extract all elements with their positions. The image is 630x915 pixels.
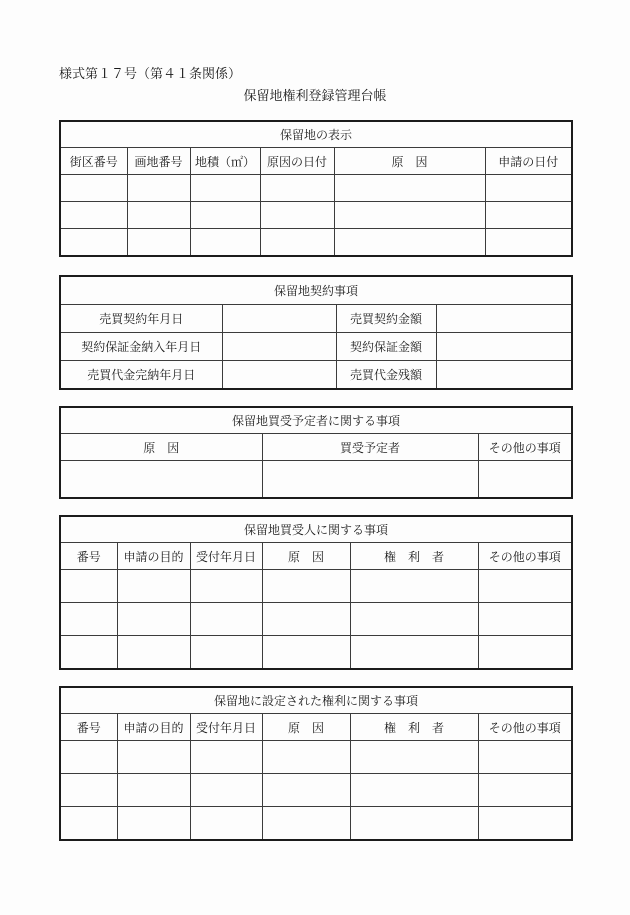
empty-cell <box>60 229 127 257</box>
empty-cell <box>60 202 127 229</box>
empty-cell <box>478 807 572 841</box>
col-header-rights-holder: 権 利 者 <box>350 543 478 570</box>
empty-cell <box>478 741 572 774</box>
table-title: 保留地契約事項 <box>60 276 572 305</box>
empty-cell <box>436 333 572 361</box>
label-sale-contract-amount: 売買契約金額 <box>336 305 436 333</box>
table-row <box>60 603 572 636</box>
empty-cell <box>350 741 478 774</box>
empty-cell <box>350 603 478 636</box>
table-land-display <box>59 120 573 257</box>
empty-cell <box>485 175 572 202</box>
empty-cell <box>127 175 190 202</box>
table-row <box>60 636 572 670</box>
empty-cell <box>350 636 478 670</box>
empty-cell <box>117 636 190 670</box>
empty-cell <box>260 175 334 202</box>
col-header-cause: 原 因 <box>262 543 350 570</box>
table-title: 保留地買受人に関する事項 <box>60 516 572 543</box>
header-row <box>60 148 572 175</box>
form-number: 様式第１７号（第４１条関係） <box>59 66 242 81</box>
table-title-row <box>60 121 572 148</box>
empty-cell <box>222 333 336 361</box>
empty-cell <box>190 741 262 774</box>
col-header-cause-date: 原因の日付 <box>260 148 334 175</box>
table-row <box>60 774 572 807</box>
empty-cell <box>436 305 572 333</box>
empty-cell <box>127 229 190 257</box>
empty-cell <box>222 305 336 333</box>
col-header-prospective-buyer: 買受予定者 <box>262 434 478 461</box>
table-row <box>60 741 572 774</box>
table-row <box>60 175 572 202</box>
label-deposit-amount: 契約保証金額 <box>336 333 436 361</box>
table-title: 保留地の表示 <box>60 121 572 148</box>
header-row <box>60 714 572 741</box>
col-header-application-purpose: 申請の目的 <box>117 543 190 570</box>
empty-cell <box>60 461 262 499</box>
col-header-number: 番号 <box>60 543 117 570</box>
empty-cell <box>60 807 117 841</box>
empty-cell <box>260 202 334 229</box>
table-buyer <box>59 515 573 670</box>
empty-cell <box>190 175 260 202</box>
header-row <box>60 434 572 461</box>
table-contract-items <box>59 275 573 390</box>
col-header-area: 地積（㎡） <box>190 148 260 175</box>
empty-cell <box>260 229 334 257</box>
table-title-row <box>60 516 572 543</box>
page-title: 保留地権利登録管理台帳 <box>243 88 387 103</box>
table-title-row <box>60 407 572 434</box>
table-title-row <box>60 276 572 305</box>
empty-cell <box>478 774 572 807</box>
col-header-application-purpose: 申請の目的 <box>117 714 190 741</box>
empty-cell <box>334 175 485 202</box>
empty-cell <box>262 741 350 774</box>
empty-cell <box>190 774 262 807</box>
empty-cell <box>60 175 127 202</box>
empty-cell <box>190 636 262 670</box>
label-full-payment-date: 売買代金完納年月日 <box>60 361 222 390</box>
table-row <box>60 202 572 229</box>
empty-cell <box>485 202 572 229</box>
col-header-other-matters: その他の事項 <box>478 714 572 741</box>
col-header-rights-holder: 権 利 者 <box>350 714 478 741</box>
empty-cell <box>485 229 572 257</box>
empty-cell <box>127 202 190 229</box>
col-header-cause: 原 因 <box>334 148 485 175</box>
col-header-reception-date: 受付年月日 <box>190 543 262 570</box>
empty-cell <box>60 741 117 774</box>
empty-cell <box>334 202 485 229</box>
table-prospective-buyer <box>59 406 573 499</box>
empty-cell <box>117 570 190 603</box>
empty-cell <box>190 202 260 229</box>
table-title: 保留地に設定された権利に関する事項 <box>60 687 572 714</box>
col-header-number: 番号 <box>60 714 117 741</box>
col-header-reception-date: 受付年月日 <box>190 714 262 741</box>
empty-cell <box>262 461 478 499</box>
empty-cell <box>60 570 117 603</box>
empty-cell <box>262 636 350 670</box>
table-established-rights <box>59 686 573 841</box>
empty-cell <box>222 361 336 390</box>
empty-cell <box>350 807 478 841</box>
empty-cell <box>436 361 572 390</box>
header-row <box>60 543 572 570</box>
empty-cell <box>478 603 572 636</box>
label-sale-contract-date: 売買契約年月日 <box>60 305 222 333</box>
table-row <box>60 461 572 499</box>
empty-cell <box>350 570 478 603</box>
table-row <box>60 229 572 257</box>
table-row <box>60 807 572 841</box>
empty-cell <box>262 570 350 603</box>
label-balance-amount: 売買代金残額 <box>336 361 436 390</box>
table-row <box>60 570 572 603</box>
empty-cell <box>117 603 190 636</box>
empty-cell <box>478 570 572 603</box>
table-row <box>60 361 572 390</box>
empty-cell <box>190 570 262 603</box>
empty-cell <box>262 774 350 807</box>
empty-cell <box>350 774 478 807</box>
label-deposit-payment-date: 契約保証金納入年月日 <box>60 333 222 361</box>
col-header-cause: 原 因 <box>262 714 350 741</box>
empty-cell <box>262 603 350 636</box>
col-header-application-date: 申請の日付 <box>485 148 572 175</box>
col-header-other-matters: その他の事項 <box>478 543 572 570</box>
empty-cell <box>60 774 117 807</box>
table-row <box>60 305 572 333</box>
table-title-row <box>60 687 572 714</box>
empty-cell <box>478 461 572 499</box>
empty-cell <box>117 807 190 841</box>
empty-cell <box>478 636 572 670</box>
empty-cell <box>117 741 190 774</box>
table-row <box>60 333 572 361</box>
col-header-lot-number: 画地番号 <box>127 148 190 175</box>
empty-cell <box>190 603 262 636</box>
col-header-block-number: 街区番号 <box>60 148 127 175</box>
col-header-cause: 原 因 <box>60 434 262 461</box>
table-title: 保留地買受予定者に関する事項 <box>60 407 572 434</box>
empty-cell <box>117 774 190 807</box>
col-header-other-matters: その他の事項 <box>478 434 572 461</box>
empty-cell <box>262 807 350 841</box>
empty-cell <box>60 636 117 670</box>
empty-cell <box>190 229 260 257</box>
empty-cell <box>60 603 117 636</box>
empty-cell <box>334 229 485 257</box>
empty-cell <box>190 807 262 841</box>
